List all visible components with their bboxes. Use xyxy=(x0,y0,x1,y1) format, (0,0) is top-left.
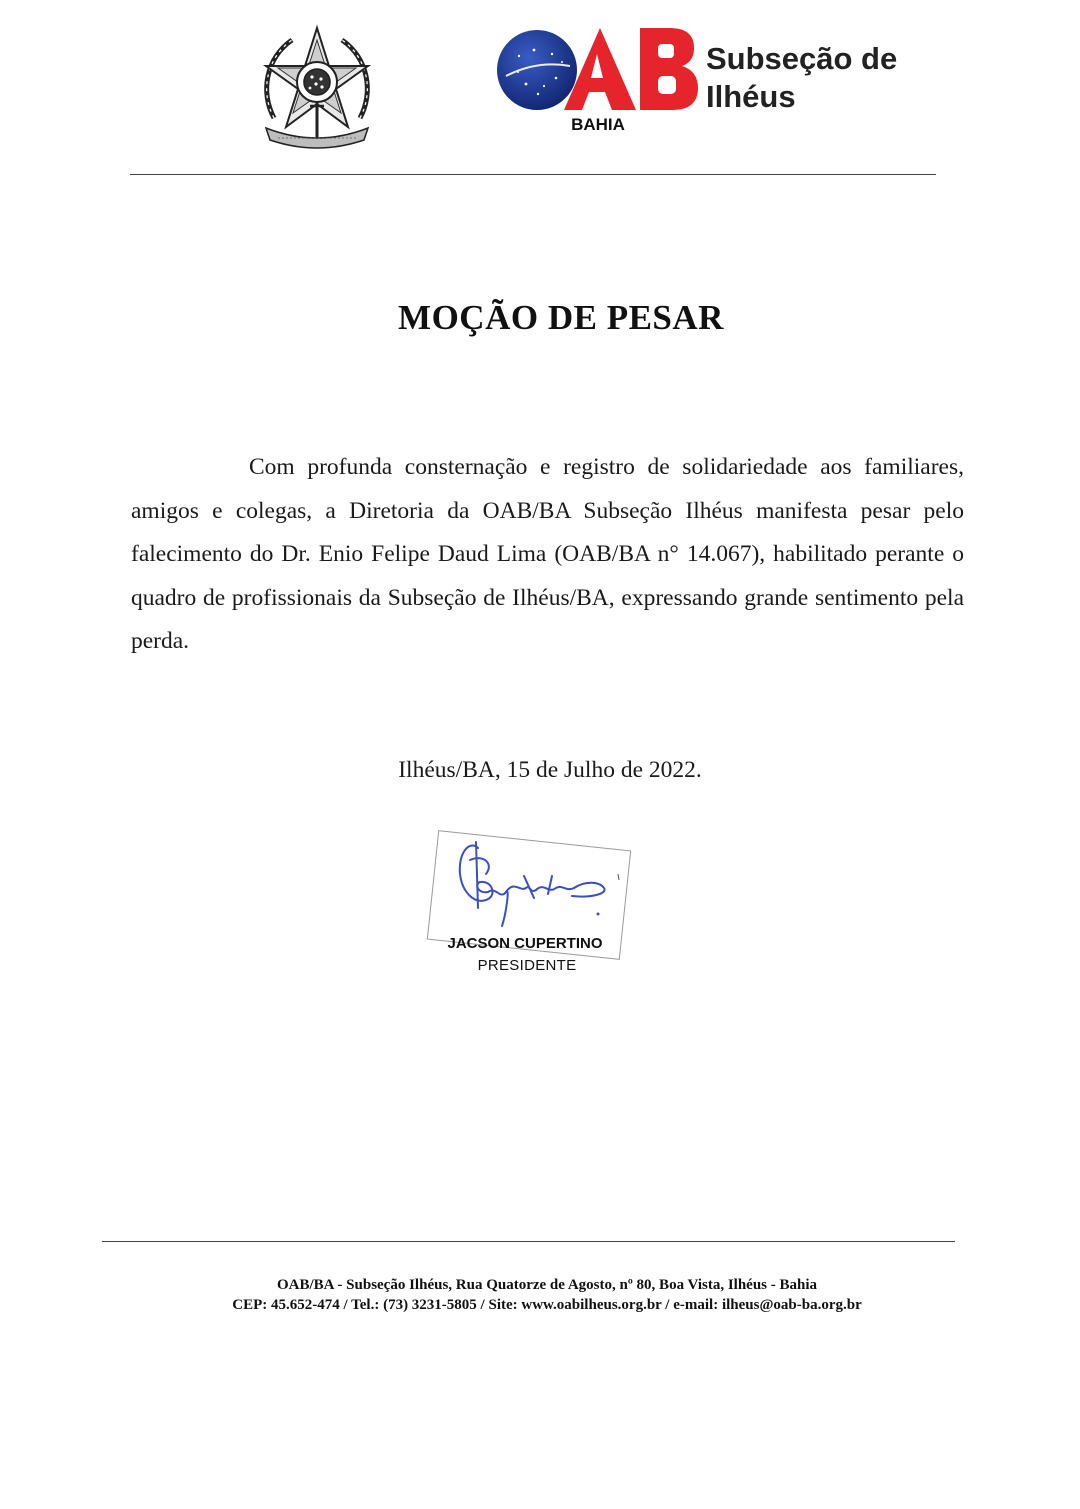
footer-divider xyxy=(102,1241,955,1242)
document-body-paragraph: Com profunda consternação e registro de solidariedade aos familiares, amigos e colegas, a Diretoria da OAB/BA Subseção Ilhéus manifesta pesar pelo falecimento do Dr. Enio Felipe Daud Lima (OAB/BA n° 14.067), habilitado perante o quadro de profissionais da Subseção de Ilhéus/BA, expressando grande sentimento pela perda. xyxy=(131,454,964,655)
brazil-coat-of-arms-icon xyxy=(252,22,382,152)
signer-role: PRESIDENTE xyxy=(477,957,577,974)
signer-name: JACSON CUPERTINO xyxy=(447,935,603,952)
subsection-name-line1: Subseção de xyxy=(706,41,898,76)
subsection-name-line2: Ilhéus xyxy=(706,79,796,114)
footer-contact: CEP: 45.652-474 / Tel.: (73) 3231-5805 / Site: www.oabilheus.org.br / e-mail: ilheus@oab-ba.org.br xyxy=(232,1297,862,1313)
document-date-line: Ilhéus/BA, 15 de Julho de 2022. xyxy=(398,757,702,783)
header-divider xyxy=(130,174,936,175)
handwritten-signature-icon xyxy=(440,830,630,930)
document-title: MOÇÃO DE PESAR xyxy=(398,298,724,337)
footer-address: OAB/BA - Subseção Ilhéus, Rua Quatorze de Agosto, nº 80, Boa Vista, Ilhéus - Bahia xyxy=(276,1277,818,1293)
oab-state-label: BAHIA xyxy=(571,115,625,134)
subsection-name xyxy=(706,40,966,116)
